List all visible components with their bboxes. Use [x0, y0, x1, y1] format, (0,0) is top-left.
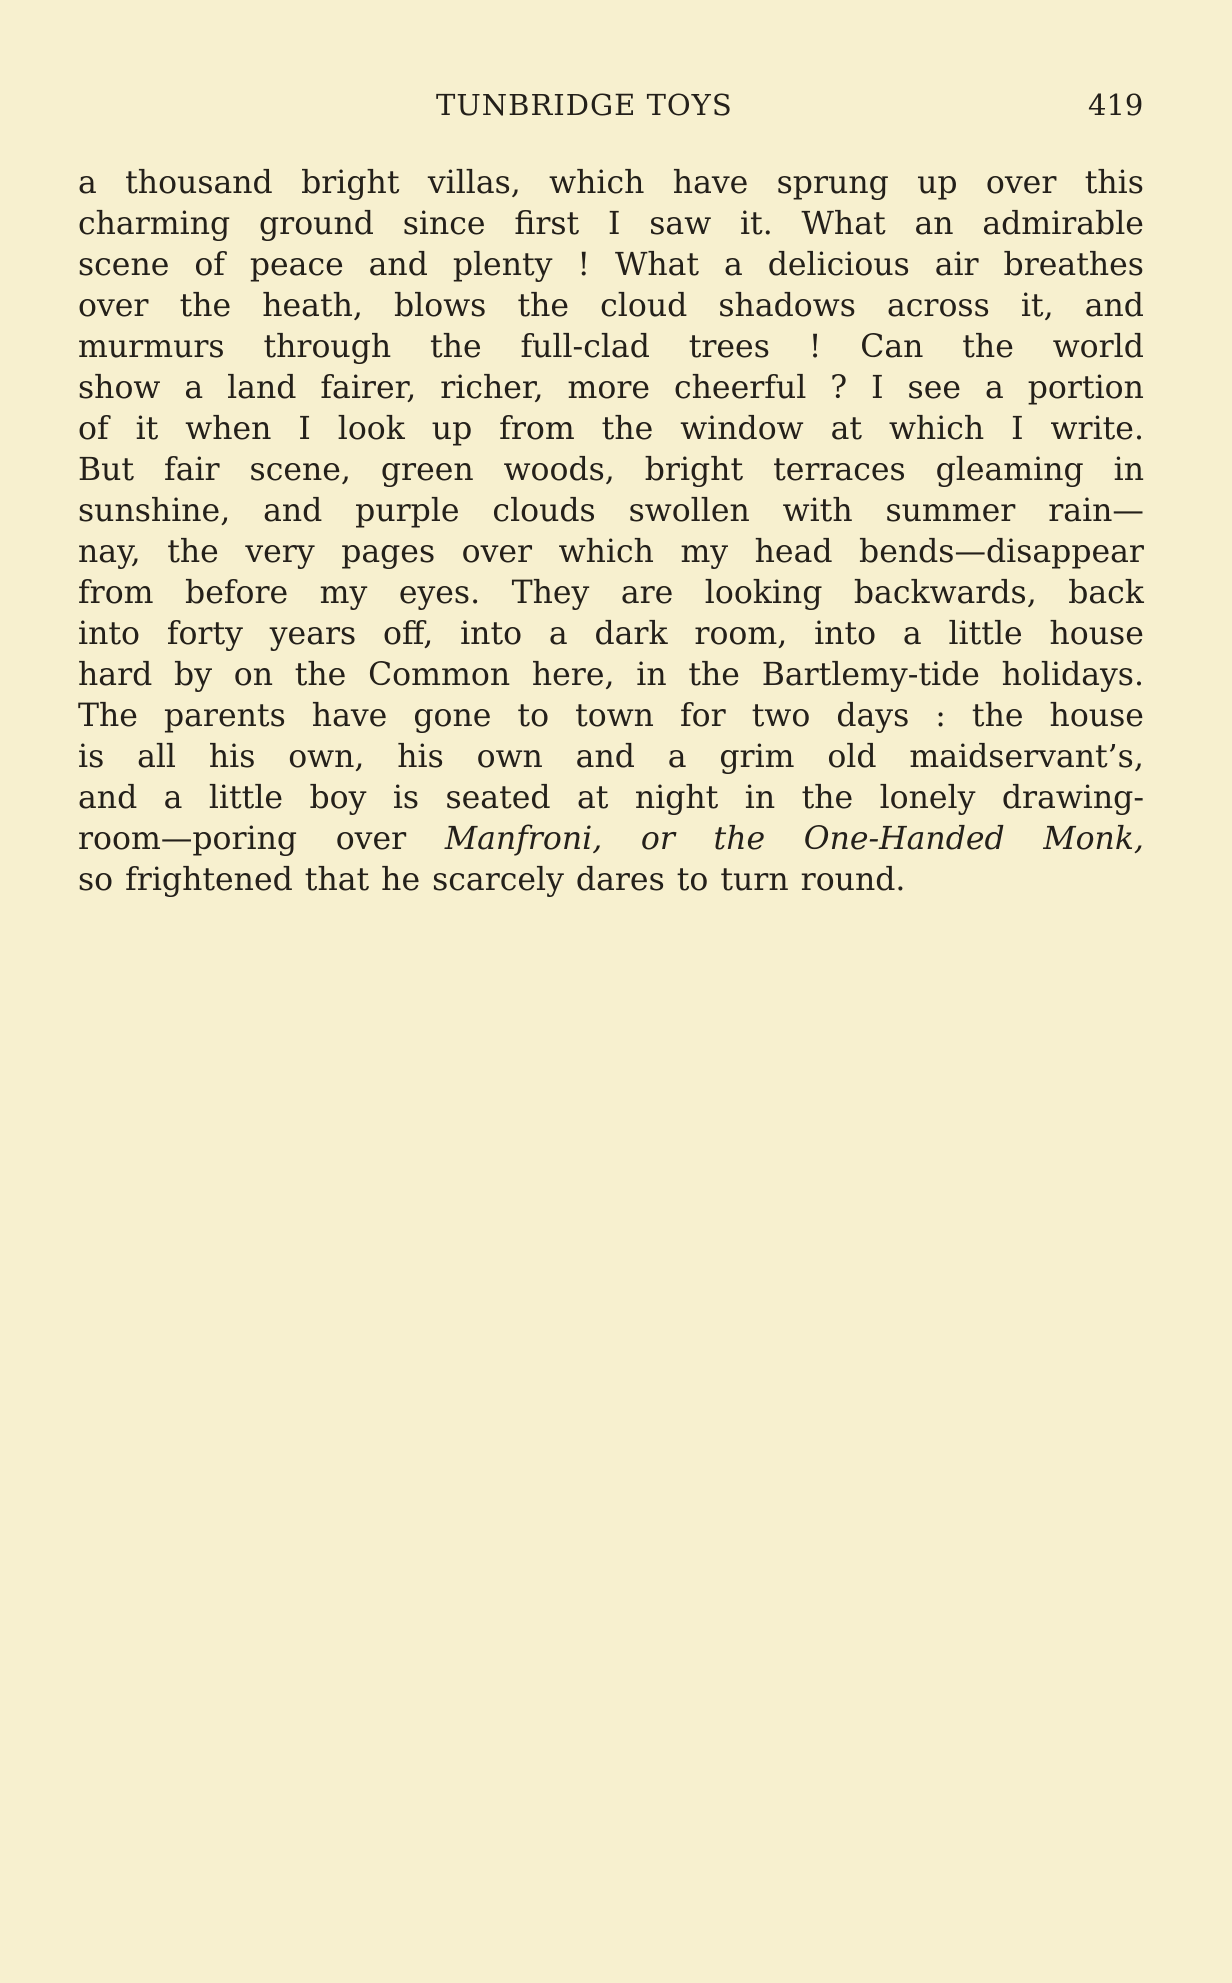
word: a	[184, 370, 204, 406]
word: pages	[341, 534, 436, 570]
word: They	[511, 575, 590, 611]
word: see	[907, 370, 961, 406]
word: hard	[78, 657, 153, 693]
text-line	[78, 573, 1144, 614]
word: land	[227, 370, 297, 406]
word: Can	[860, 329, 924, 365]
word: house	[1049, 698, 1144, 734]
text-line	[78, 532, 1144, 573]
word: holidays.	[1001, 657, 1144, 693]
word: sunshine,	[78, 493, 231, 529]
word: the	[430, 329, 482, 365]
word: boy	[309, 780, 367, 816]
word: town	[575, 698, 654, 734]
word: and	[1084, 288, 1144, 324]
word: of	[78, 411, 109, 447]
word: which	[888, 411, 985, 447]
word: backwards,	[853, 575, 1037, 611]
word: write.	[1050, 411, 1144, 447]
chapter-title: TUNBRIDGE TOYS	[436, 88, 733, 122]
word: maidservant’s,	[909, 739, 1144, 775]
text-line	[78, 614, 1144, 655]
word: show	[78, 370, 161, 406]
word: terraces	[773, 452, 906, 488]
word: delicious	[767, 247, 910, 283]
word: admirable	[982, 206, 1144, 242]
word: !	[577, 247, 591, 283]
word: lonely	[879, 780, 976, 816]
text-line	[78, 819, 1144, 860]
text-line	[78, 737, 1144, 778]
word: when	[185, 411, 272, 447]
word: shadows	[718, 288, 856, 324]
word: villas,	[427, 165, 521, 201]
word: so	[78, 862, 114, 898]
word: the	[971, 698, 1024, 734]
word: look	[337, 411, 405, 447]
word: house	[1049, 616, 1144, 652]
text-line	[78, 204, 1144, 245]
text-line	[78, 286, 1144, 327]
page-number: 419	[1088, 88, 1144, 122]
word: clouds	[492, 493, 596, 529]
word: first	[514, 206, 580, 242]
word: two	[751, 698, 811, 734]
word: back	[1068, 575, 1144, 611]
word: little	[208, 780, 284, 816]
word: grim	[719, 739, 795, 775]
word: ground	[258, 206, 374, 242]
word: looking	[704, 575, 823, 611]
word: his	[397, 739, 444, 775]
word: by	[174, 657, 212, 693]
word: fair	[164, 452, 220, 488]
word: bends—disappear	[859, 534, 1144, 570]
word: have	[672, 165, 749, 201]
word: before	[185, 575, 289, 611]
word: full-clad	[520, 329, 650, 365]
word: woods,	[503, 452, 615, 488]
word: this	[1084, 165, 1144, 201]
word: fairer,	[320, 370, 417, 406]
word: into	[78, 616, 140, 652]
word: with	[782, 493, 853, 529]
word: One-Handed	[803, 821, 1005, 857]
word: and	[368, 247, 428, 283]
word: up	[431, 411, 473, 447]
word: here,	[531, 657, 615, 693]
word: the	[179, 288, 232, 324]
word: a	[667, 739, 687, 775]
word: and	[78, 780, 138, 816]
word: heath,	[262, 288, 363, 324]
word: in	[744, 780, 776, 816]
word: :	[935, 698, 946, 734]
word: a	[984, 370, 1004, 406]
word: blows	[394, 288, 487, 324]
word: scarcely	[432, 862, 564, 898]
word: window	[680, 411, 804, 447]
word: sprung	[776, 165, 889, 201]
word: the	[713, 821, 766, 857]
word: from	[499, 411, 575, 447]
word: it	[135, 411, 159, 447]
word: nay,	[78, 534, 141, 570]
word: purple	[355, 493, 460, 529]
word: the	[167, 534, 219, 570]
word: world	[1052, 329, 1144, 365]
word: since	[402, 206, 486, 242]
word: portion	[1027, 370, 1144, 406]
word: old	[827, 739, 877, 775]
word: cloud	[600, 288, 688, 324]
word: into	[460, 616, 523, 652]
word: off,	[383, 616, 434, 652]
running-header	[0, 88, 1232, 136]
word: which	[549, 165, 645, 201]
text-line	[78, 409, 1144, 450]
word: the	[801, 780, 854, 816]
word: are	[620, 575, 674, 611]
word: But	[78, 452, 135, 488]
word: thousand	[125, 165, 273, 201]
word: green	[380, 452, 474, 488]
word: head	[754, 534, 833, 570]
word: parents	[163, 698, 286, 734]
word: for	[679, 698, 726, 734]
word: in	[1113, 452, 1144, 488]
word: across	[886, 288, 990, 324]
word: into	[814, 616, 877, 652]
word: Bartlemy-tide	[761, 657, 980, 693]
text-line	[78, 163, 1144, 204]
word: the	[962, 329, 1014, 365]
word: rain—	[1048, 493, 1144, 529]
word: summer	[885, 493, 1016, 529]
word: more	[567, 370, 651, 406]
word: frightened	[125, 862, 293, 898]
word: scene	[78, 247, 170, 283]
word: his	[208, 739, 256, 775]
word: years	[269, 616, 357, 652]
word: own,	[288, 739, 365, 775]
word: gone	[413, 698, 492, 734]
word: and	[575, 739, 635, 775]
word: !	[808, 329, 822, 365]
word: of	[194, 247, 225, 283]
word: very	[245, 534, 315, 570]
word: I	[871, 370, 884, 406]
word: a	[548, 616, 568, 652]
word: the	[688, 657, 740, 693]
word: from	[78, 575, 154, 611]
word: in	[636, 657, 667, 693]
word: and	[263, 493, 323, 529]
word: is	[392, 780, 420, 816]
word: night	[634, 780, 719, 816]
word: dares	[575, 862, 665, 898]
word: room—poring	[78, 821, 298, 857]
text-line	[78, 245, 1144, 286]
word: cheerful	[674, 370, 807, 406]
word: room,	[694, 616, 788, 652]
word: round.	[800, 862, 906, 898]
word: dark	[594, 616, 668, 652]
word: own	[476, 739, 543, 775]
word: it,	[1020, 288, 1054, 324]
word: What	[614, 247, 700, 283]
word: seated	[445, 780, 551, 816]
word: my	[680, 534, 729, 570]
word: over	[461, 534, 533, 570]
text-line	[78, 860, 1144, 901]
word: an	[914, 206, 954, 242]
word: The	[78, 698, 138, 734]
text-line	[78, 491, 1144, 532]
word: through	[263, 329, 392, 365]
word: a	[163, 780, 183, 816]
body-text	[78, 163, 1144, 901]
word: at	[576, 780, 609, 816]
word: to	[676, 862, 709, 898]
word: all	[137, 739, 177, 775]
text-line	[78, 696, 1144, 737]
word: Manfroni,	[444, 821, 603, 857]
word: which	[558, 534, 654, 570]
word: the	[601, 411, 654, 447]
text-line	[78, 368, 1144, 409]
word: little	[948, 616, 1023, 652]
word: What	[801, 206, 886, 242]
word: my	[319, 575, 368, 611]
word: or	[640, 821, 675, 857]
word: charming	[78, 206, 231, 242]
word: a	[902, 616, 922, 652]
word: over	[335, 821, 407, 857]
word: eyes.	[398, 575, 481, 611]
text-line	[78, 450, 1144, 491]
word: Monk,	[1043, 821, 1144, 857]
word: scene,	[249, 452, 351, 488]
word: trees	[688, 329, 770, 365]
word: saw	[649, 206, 712, 242]
word: that	[304, 862, 370, 898]
word: over	[78, 288, 149, 324]
word: it.	[739, 206, 773, 242]
word: forty	[166, 616, 243, 652]
word: drawing-	[1001, 780, 1144, 816]
word: murmurs	[78, 329, 225, 365]
word: up	[917, 165, 958, 201]
word: I	[608, 206, 621, 242]
word: a	[723, 247, 743, 283]
word: swollen	[628, 493, 750, 529]
text-line	[78, 778, 1144, 819]
text-line	[78, 655, 1144, 696]
word: have	[311, 698, 388, 734]
word: a	[78, 165, 97, 201]
word: the	[294, 657, 347, 693]
word: breathes	[1003, 247, 1144, 283]
word: on	[233, 657, 273, 693]
word: Common	[368, 657, 511, 693]
word: at	[830, 411, 863, 447]
word: he	[381, 862, 421, 898]
word: bright	[301, 165, 400, 201]
word: bright	[644, 452, 744, 488]
word: days	[836, 698, 910, 734]
text-line	[78, 327, 1144, 368]
word: I	[1011, 411, 1024, 447]
word: ?	[830, 370, 848, 406]
word: the	[517, 288, 570, 324]
word: air	[934, 247, 979, 283]
word: gleaming	[935, 452, 1084, 488]
word: peace	[249, 247, 344, 283]
word: richer,	[440, 370, 544, 406]
word: plenty	[452, 247, 553, 283]
word: turn	[720, 862, 789, 898]
word: over	[985, 165, 1057, 201]
word: is	[78, 739, 105, 775]
word: to	[517, 698, 550, 734]
word: I	[298, 411, 311, 447]
